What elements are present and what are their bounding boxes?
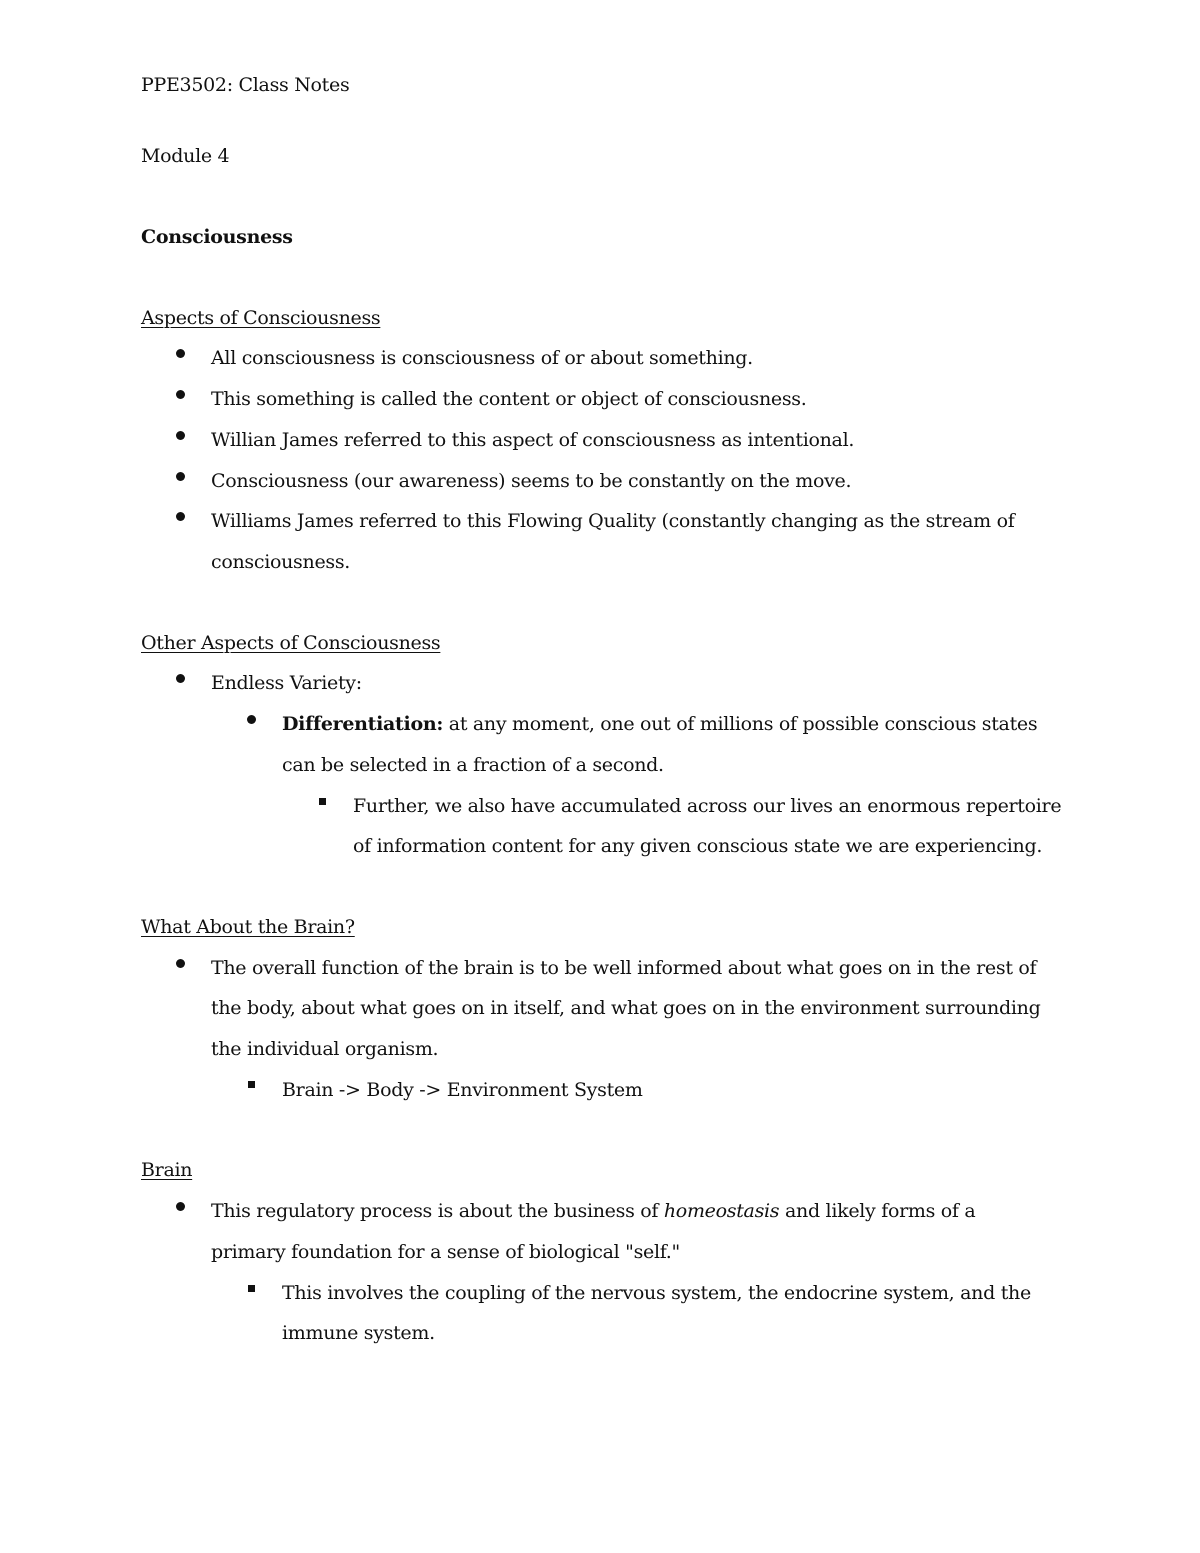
- bullet-dot-icon: [176, 1202, 185, 1211]
- bullet-square-icon: [248, 1285, 255, 1292]
- section-heading-brain-question: What About the Brain?: [141, 916, 355, 938]
- section-heading-other-aspects: Other Aspects of Consciousness: [141, 632, 441, 654]
- list-item-continuation: primary foundation for a sense of biological "self.": [211, 1241, 680, 1263]
- course-title: PPE3502: Class Notes: [141, 74, 350, 96]
- list-item: Williams James referred to this Flowing Quality (constantly changing as the stream of: [211, 510, 1015, 532]
- list-item: This something is called the content or object of consciousness.: [211, 388, 807, 410]
- text-run: and likely forms of a: [779, 1200, 976, 1222]
- bullet-square-icon: [319, 798, 326, 805]
- term-homeostasis: homeostasis: [663, 1200, 780, 1222]
- list-item: The overall function of the brain is to be well informed about what goes on in the rest of: [211, 957, 1037, 979]
- sub-list-item: Brain -> Body -> Environment System: [282, 1079, 643, 1101]
- term-differentiation: Differentiation:: [282, 713, 444, 735]
- list-item: Consciousness (our awareness) seems to be constantly on the move.: [211, 470, 852, 492]
- bullet-dot-icon: [247, 715, 256, 724]
- bullet-dot-icon: [176, 512, 185, 521]
- bullet-dot-icon: [176, 674, 185, 683]
- sub-list-item-continuation: can be selected in a fraction of a second.: [282, 754, 664, 776]
- section-heading-aspects: Aspects of Consciousness: [141, 307, 381, 329]
- term-definition: at any moment, one out of millions of possible conscious states: [443, 713, 1038, 735]
- list-item-continuation: the body, about what goes on in itself, and what goes on in the environment surrounding: [211, 997, 1041, 1019]
- sub-sub-list-item: Further, we also have accumulated across our lives an enormous repertoire: [353, 795, 1062, 817]
- list-item: [211, 1200, 975, 1222]
- bullet-dot-icon: [176, 431, 185, 440]
- list-item-continuation: the individual organism.: [211, 1038, 439, 1060]
- list-item: All consciousness is consciousness of or about something.: [211, 347, 753, 369]
- sub-list-item-continuation: immune system.: [282, 1322, 435, 1344]
- list-item: Endless Variety:: [211, 672, 362, 694]
- topic-title: Consciousness: [141, 226, 293, 248]
- text-run: This regulatory process is about the business of: [211, 1200, 664, 1222]
- sub-list-item: This involves the coupling of the nervous system, the endocrine system, and the: [282, 1282, 1031, 1304]
- module-label: Module 4: [141, 145, 230, 167]
- bullet-dot-icon: [176, 349, 185, 358]
- bullet-dot-icon: [176, 959, 185, 968]
- bullet-square-icon: [248, 1081, 255, 1088]
- bullet-dot-icon: [176, 390, 185, 399]
- sub-sub-list-item-continuation: of information content for any given conscious state we are experiencing.: [353, 835, 1043, 857]
- section-heading-brain: Brain: [141, 1159, 193, 1181]
- bullet-dot-icon: [176, 472, 185, 481]
- list-item-continuation: consciousness.: [211, 551, 351, 573]
- sub-list-item: [282, 713, 1037, 735]
- list-item: Willian James referred to this aspect of consciousness as intentional.: [211, 429, 855, 451]
